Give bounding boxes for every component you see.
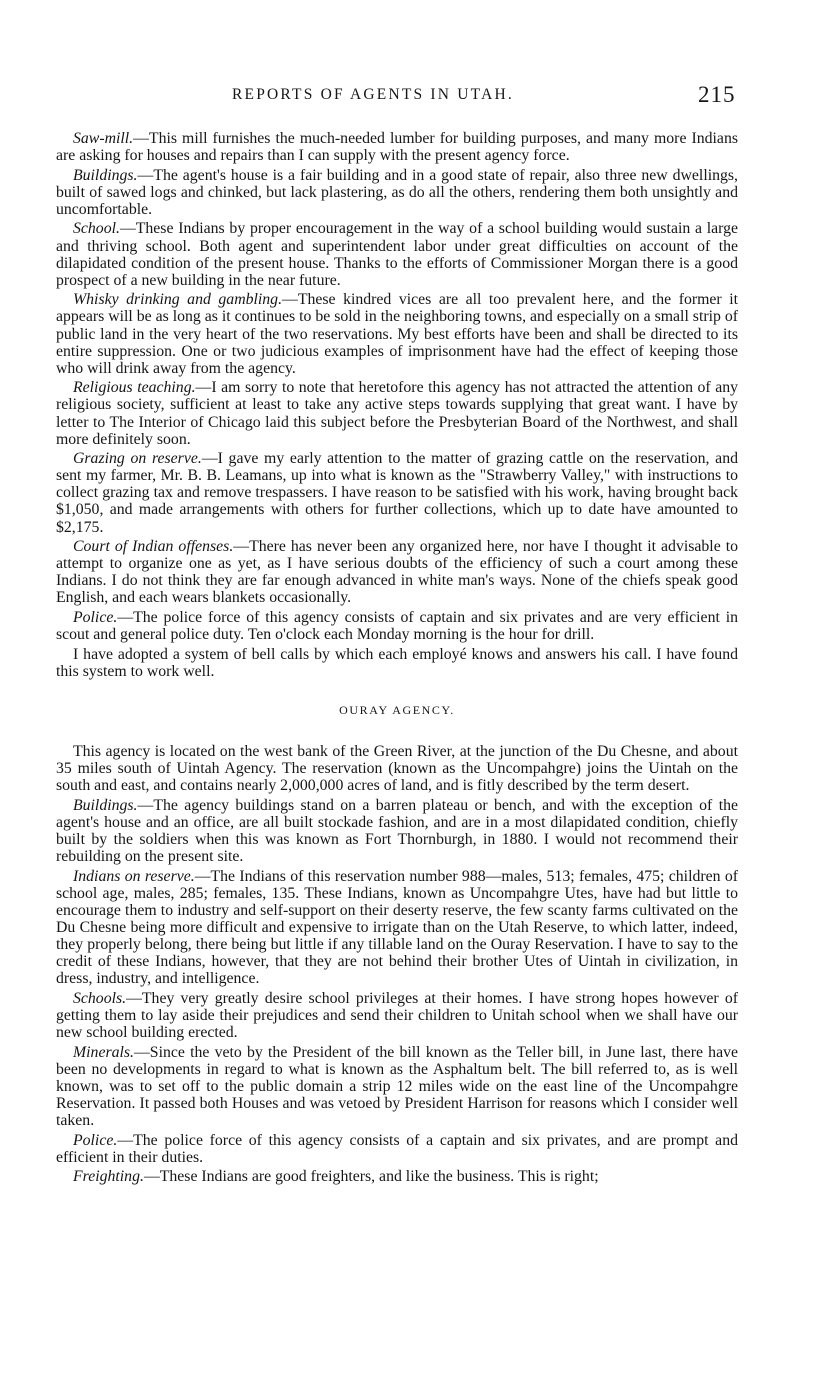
paragraph-text: —These kindred vices are all too prevalent here, and the former it appears will be as long as it continues to be sold in the neighboring towns, and especially on a small strip of public land in the very heart of the two reservations. My best efforts have been and shall be directed to its entire suppression. One or two judicious examples of imprisonment have had the effect of keeping those who will drink away from the agency. <box>56 291 738 377</box>
paragraph-text: —These Indians are good freighters, and like the business. This is right; <box>143 1168 599 1186</box>
paragraph-heading: Buildings. <box>73 796 138 814</box>
paragraph-heading: School. <box>73 220 120 238</box>
paragraph-heading: Schools. <box>73 989 127 1007</box>
paragraph-school <box>56 220 738 288</box>
paragraph-heading: Freighting. <box>73 1168 144 1186</box>
paragraph-grazing <box>56 450 738 535</box>
paragraph-court <box>56 538 738 606</box>
paragraph-bell-calls <box>56 646 738 680</box>
paragraph-text: —Since the veto by the President of the bill known as the Teller bill, in June last, there have been no developments in regard to what is known as the Asphaltum belt. The bill referred to, as is well known, was to set off to the public domain a strip 12 miles wide on the east line of the Uncompahgre Reservation. It passed both Houses and was vetoed by President Harrison for reasons which I consider well taken. <box>56 1043 738 1129</box>
paragraph-indians-on-reserve <box>56 868 738 988</box>
paragraph-freighting <box>56 1168 738 1185</box>
paragraph-text: —There has never been any organized here, nor have I thought it advisable to attempt to organize one as yet, as I have serious doubts of the efficiency of such a court among these Indians. I do not think they are far enough advanced in white man's ways. None of the chiefs speak good English, and each wears blankets occasionally. <box>56 538 738 607</box>
paragraph-heading: Buildings. <box>73 166 138 184</box>
body-text <box>56 130 738 1188</box>
paragraph-heading: Indians on reserve. <box>73 867 195 885</box>
running-head <box>0 82 826 112</box>
paragraph-heading: Grazing on reserve. <box>73 450 202 468</box>
paragraph-text: —These Indians by proper encouragement in the way of a school building would sustain a large and thriving school. Both agent and superintendent labor under great difficulties on account of the dilapidated condition of the present house. Thanks to the efforts of Commissioner Morgan there is a good prospect of a new building in the near future. <box>56 220 738 289</box>
paragraph-text: —This mill furnishes the much-needed lumber for building purposes, and many more Indians are asking for houses and repairs than I can supply with the present agency force. <box>56 130 738 165</box>
paragraph-heading: Minerals. <box>73 1043 134 1061</box>
paragraph-heading: Court of Indian offenses. <box>73 538 234 556</box>
paragraph-heading: Police. <box>73 609 118 627</box>
paragraph-police <box>56 609 738 643</box>
paragraph-minerals <box>56 1044 738 1129</box>
paragraph-schools <box>56 990 738 1041</box>
paragraph-buildings <box>56 167 738 218</box>
paragraph-text: —The police force of this agency consists of captain and six privates and are very efficient in scout and general police duty. Ten o'clock each Monday morning is the hour for drill. <box>56 609 738 644</box>
paragraph-text: —I gave my early attention to the matter of grazing cattle on the reservation, and sent my farmer, Mr. B. B. Leamans, up into what is known as the "Strawberry Valley," with instructions to collect grazing tax and remove trespassers. I have reason to be satisfied with his work, having brought back $1,050, and made arrangements with others for further collections, which up to date have amounted to $2,175. <box>56 450 738 536</box>
paragraph-text: —The police force of this agency consists of a captain and six privates, and are prompt and efficient in their duties. <box>56 1131 738 1166</box>
paragraph-text: —The Indians of this reservation number 988—males, 513; females, 475; children of school age, males, 285; females, 135. These Indians, known as Uncompahgre Utes, have had but little to encourage them to industry and self-support on their deserty reserve, the few scanty farms cultivated on the Du Chesne being more difficult and expensive to irrigate than on the Utah Reserve, to which latter, indeed, they properly belong, there being but little if any tillable land on the Ouray Reservation. I have to say to the credit of these Indians, however, that they are not behind their brother Utes of Uintah in civilization, in dress, industry, and intelligence. <box>56 867 739 988</box>
paragraph-text: —They very greatly desire school privileges at their homes. I have strong hopes however of getting them to lay aside their prejudices and send their children to Unitah school when we shall have our new school building erected. <box>56 989 738 1041</box>
paragraph-heading: Saw-mill. <box>73 130 134 147</box>
paragraph-saw-mill <box>56 130 738 164</box>
page-number: 215 <box>698 82 736 107</box>
paragraph-religious-teaching <box>56 379 738 447</box>
ouray-section <box>56 743 738 1185</box>
paragraph-heading: Police. <box>73 1131 118 1149</box>
paragraph-text: —I am sorry to note that heretofore this agency has not attracted the attention of any religious society, sufficient at least to take any active steps towards supplying that great want. I have by letter to The Interior of Chicago laid this subject before the Presbyterian Board of the Northwest, and shall more definitely soon. <box>56 379 738 448</box>
uintah-section <box>56 130 738 680</box>
paragraph-text: —The agent's house is a fair building and in a good state of repair, also three new dwellings, built of sawed logs and chinked, but lack plastering, as do all the others, rendering them both unsightly and uncomfortable. <box>56 166 738 218</box>
paragraph-text: I have adopted a system of bell calls by which each employé knows and answers his call. I have found this system to work well. <box>56 645 738 680</box>
running-title: REPORTS OF AGENTS IN UTAH. <box>232 86 514 103</box>
paragraph-heading: Whisky drinking and gambling. <box>73 291 283 309</box>
paragraph-heading: Religious teaching. <box>73 379 196 397</box>
paragraph-text: —The agency buildings stand on a barren plateau or bench, and with the exception of the agent's house and an office, are all built stockade fashion, and are in a most dilapidated condition, chiefly built by the soldiers when this was known as Fort Thornburgh, in 1880. I would not recommend their rebuilding on the present site. <box>56 796 738 866</box>
section-title: OURAY AGENCY. <box>339 702 455 717</box>
paragraph-buildings <box>56 797 738 865</box>
paragraph-text: This agency is located on the west bank of the Green River, at the junction of the Du Chesne, and about 35 miles south of Uintah Agency. The reservation (known as the Uncompahgre) joins the Uintah on the south and east, and contains nearly 2,000,000 acres of land, and is fitly described by the term desert. <box>56 743 738 795</box>
paragraph-location <box>56 743 738 794</box>
paragraph-police <box>56 1132 738 1166</box>
paragraph-whisky <box>56 291 738 376</box>
